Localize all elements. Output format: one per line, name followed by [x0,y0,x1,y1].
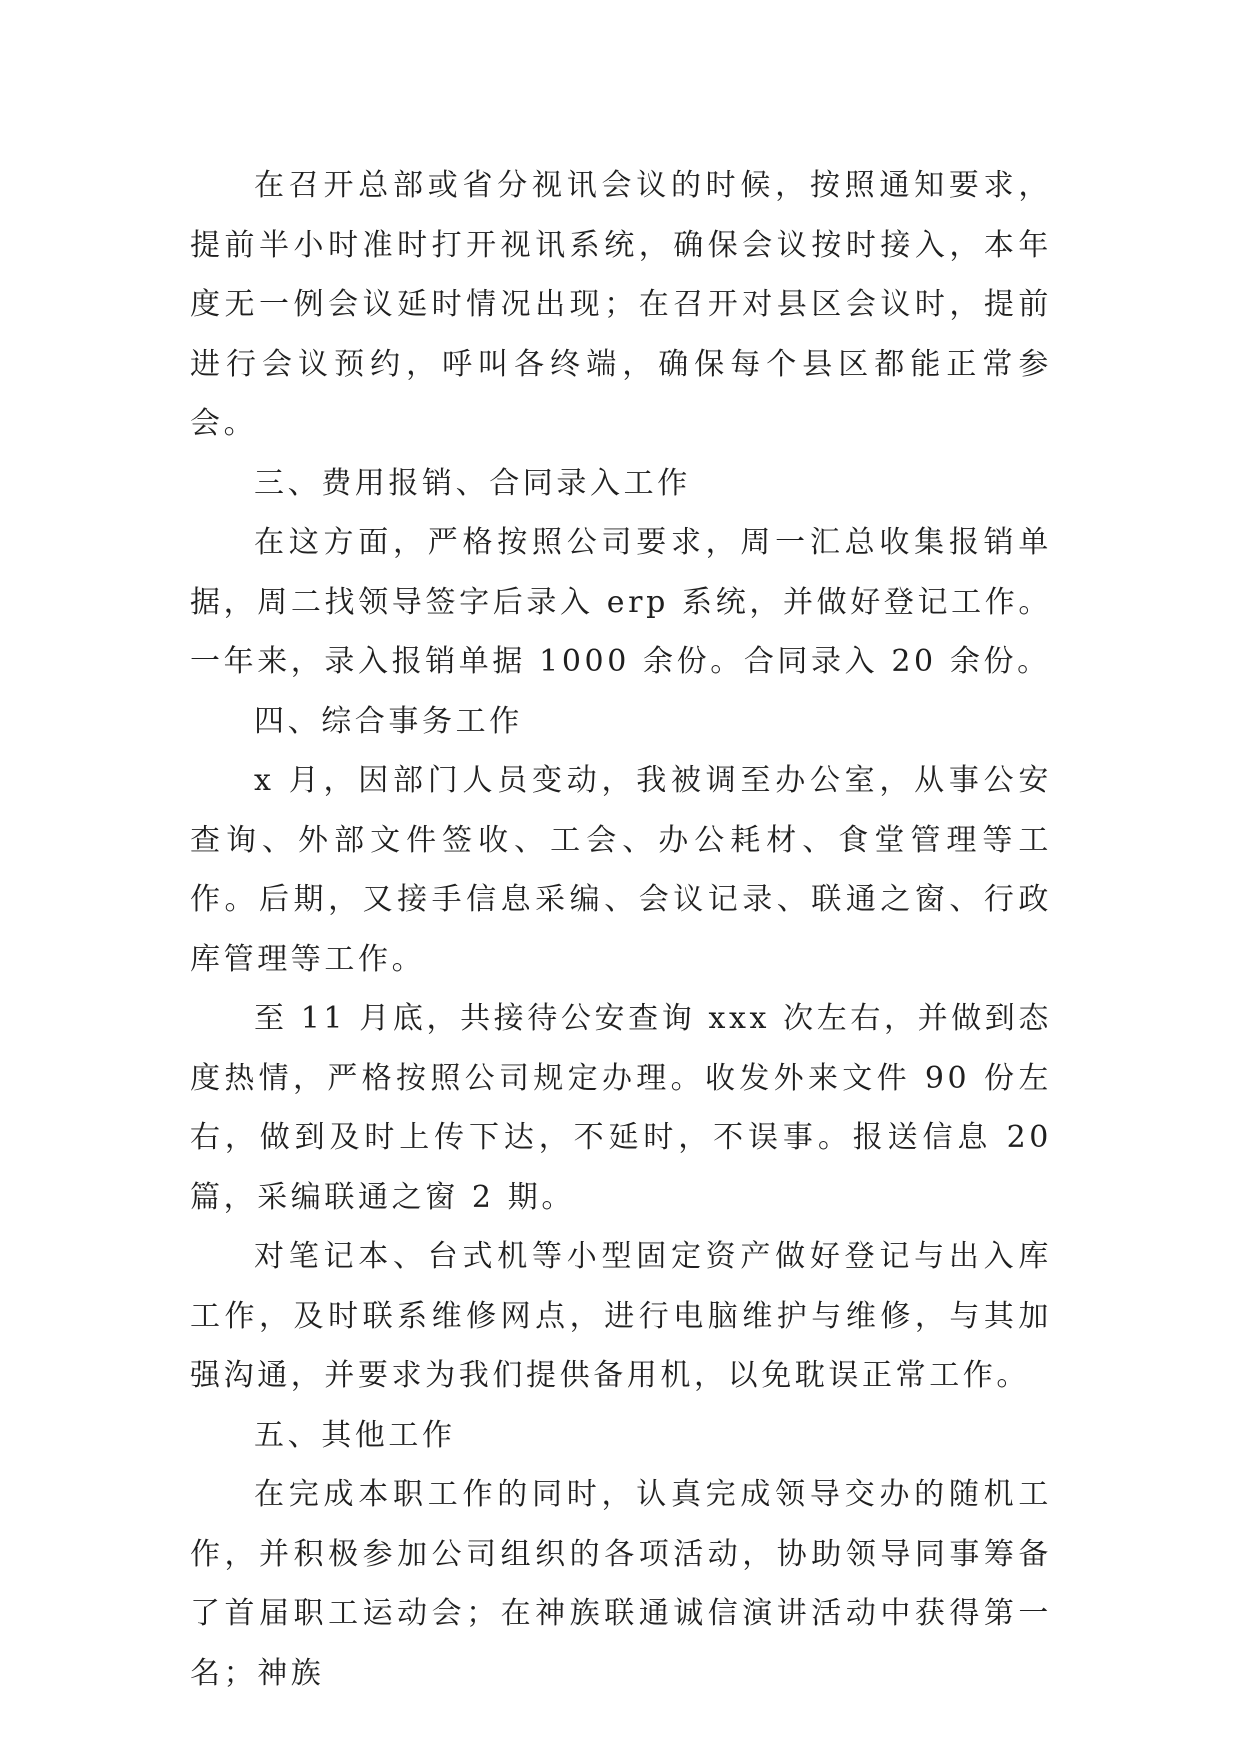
paragraph-other-work: 在完成本职工作的同时，认真完成领导交办的随机工作，并积极参加公司组织的各项活动，协助领导同事筹备了首届职工运动会；在神族联通诚信演讲活动中获得第一名；神族 [190,1477,1052,1691]
paragraph-police-inquiry-stats: 至 11 月底，共接待公安查询 xxx 次左右，并做到态度热情，严格按照公司规定办理。收发外来文件 90 份左右，做到及时上传下达，不延时，不误事。报送信息 20 篇，采编联通之窗 2 期。 [190,1001,1052,1215]
paragraph-office-transfer: x 月，因部门人员变动，我被调至办公室，从事公安查询、外部文件签收、工会、办公耗材、食堂管理等工作。后期，又接手信息采编、会议记录、联通之窗、行政库管理等工作。 [190,763,1052,977]
paragraph-expense-contract: 在这方面，严格按照公司要求，周一汇总收集报销单据，周二找领导签字后录入 erp 系统，并做好登记工作。一年来，录入报销单据 1000 余份。合同录入 20 余份。 [190,525,1052,679]
document-body [190,156,1052,1703]
section-heading-other-work: 五、其他工作 [254,1417,456,1453]
section-heading-expense-contract: 三、费用报销、合同录入工作 [254,465,691,501]
paragraph-fixed-assets: 对笔记本、台式机等小型固定资产做好登记与出入库工作，及时联系维修网点，进行电脑维护与维修，与其加强沟通，并要求为我们提供备用机，以免耽误正常工作。 [190,1239,1052,1393]
section-heading-general-affairs: 四、综合事务工作 [254,703,523,739]
paragraph-video-conference: 在召开总部或省分视讯会议的时候，按照通知要求，提前半小时准时打开视讯系统，确保会议按时接入，本年度无一例会议延时情况出现；在召开对县区会议时，提前进行会议预约，呼叫各终端，确保每个县区都能正常参会。 [190,168,1052,441]
